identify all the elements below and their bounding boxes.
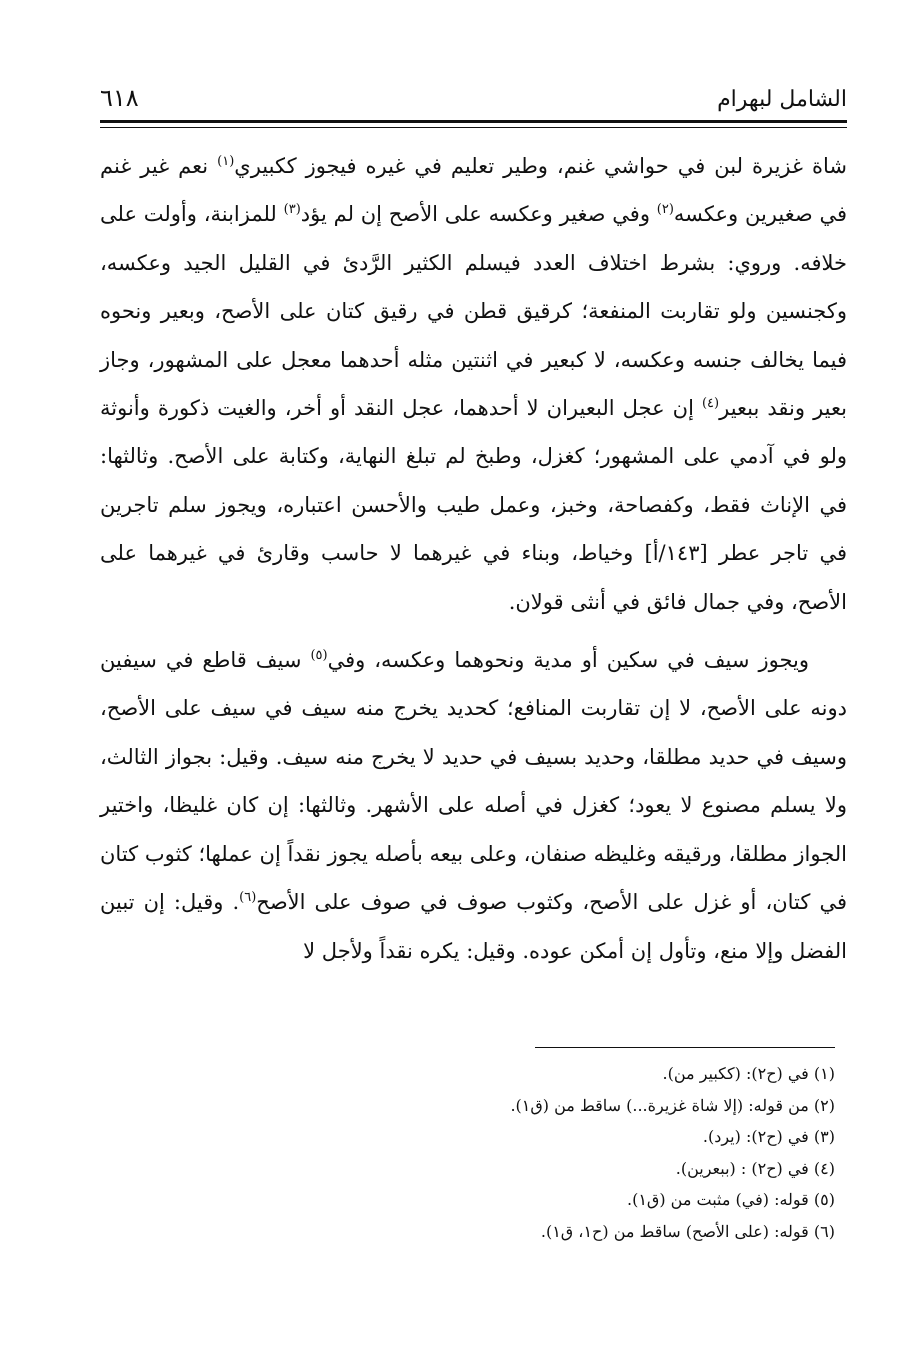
running-title: الشامل لبهرام [717,87,847,112]
footnote: (٢) من قوله: (إلا شاة غزيرة...) ساقط من (ق١). [510,1095,835,1115]
main-text [100,142,847,975]
header-rule-thin [100,127,847,128]
paragraph [100,142,847,626]
footnote-reference: (١) [217,154,235,169]
text-run: نعم غير غنم في صغيرين وعكسه [100,154,848,227]
text-run: للمزابنة، وأولت على خلافه. وروي: بشرط اختلاف العدد فيسلم الكثير الرَّدئ في القليل الجيد وعكسه، وكجنسين ولو تقاربت المنفعة؛ كرقيق قطن في رقيق كتان على الأصح، وبعير ونحوه فيما يخالف جنسه وعكسه، لا كبعير في اثنتين مثله أحدهما معجل على المشهور، وجاز بعير ونقد ببعير [100,202,847,421]
footnote-reference: (٦) [239,890,257,906]
footnote-reference: (٣) [283,202,301,218]
footnote: (٤) في (ح٢) : (ببعرين). [675,1158,835,1178]
text-run: . وقيل: إن تبين الفضل وإلا منع، وتأول إن أمكن عوده. وقيل: يكره نقداً ولأجل لا [100,890,847,963]
footnote: (١) في (ح٢): (ككبير من). [662,1064,835,1083]
page-header [100,78,847,112]
footnote-reference: (٤) [701,396,720,412]
footnote-reference: (٥) [310,648,328,664]
footnotes [100,1058,835,1247]
text-run: وفي صغير وعكسه على الأصح إن لم يؤد [300,202,657,227]
text-run: إن عجل البعيران لا أحدهما، عجل النقد أو أخر، والغيت ذكورة وأنوثة ولو في آدمي على المشهور؛ كغزل، وطبخ لم تبلغ النهاية، وكتابة على الأصح. وثالثها: في الإناث فقط، وكفصاحة، وخبز، وعمل طيب والأحسن اعتباره، ويجوز سلم تاجرين في تاجر عطر [١٤٣/أ] وخياط، وبناء في غيرهما لا حاسب وقارئ في غيرهما على الأصح، وفي جمال فائق في أنثى قولان. [100,396,847,614]
header-rule-thick [100,120,847,123]
text-run: سيف قاطع في سيفين دونه على الأصح، لا إن تقاربت المنافع؛ كحديد يخرج منه سيف في سيف على الأصح، وسيف في حديد مطلقا، وحديد بسيف في حديد لا يخرج منه سيف. وقيل: بجواز الثالث، ولا يسلم مصنوع لا يعود؛ كغزل في أصله على الأشهر. وثالثها: إن كان غليظا، واختير الجواز مطلقا، ورقيقه وغليظه صنفان، وعلى بيعه بأصله يجوز نقداً إن عملها؛ كثوب كتان في كتان، أو غزل على الأصح، وكثوب صوف في صوف على الأصح [100,648,847,915]
text-run: ويجوز سيف في سكين أو مدية ونحوهما وعكسه، وفي [327,648,809,673]
page-number: ٦١٨ [100,84,139,112]
text-run: شاة غزيرة لبن في حواشي غنم، وطير تعليم في غيره فيجوز ككبيري [234,154,847,178]
paragraph [100,636,847,975]
footnote: (٥) قوله: (في) مثبت من (ق١). [626,1190,835,1209]
footnote-reference: (٢) [656,202,674,218]
footnote-separator [535,1047,835,1048]
footnote: (٣) في (ح٢): (يرد). [702,1127,835,1146]
footnote: (٦) قوله: (على الأصح) ساقط من (ح١، ق١). [540,1221,835,1241]
